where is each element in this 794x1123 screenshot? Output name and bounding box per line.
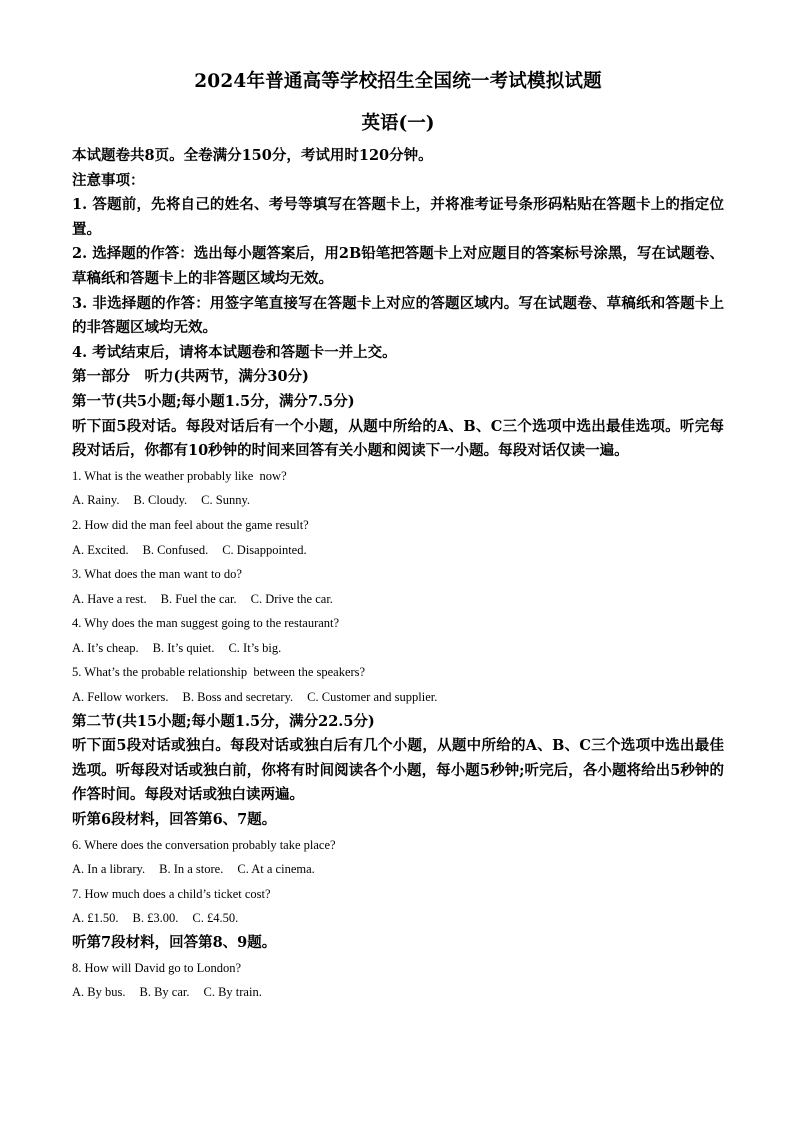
exam-info: 本试题卷共8页。全卷满分150分，考试用时120分钟。 [72, 147, 433, 164]
section1-heading: 第一节(共5小题;每小题1.5分，满分7.5分) [72, 392, 355, 410]
question-options [72, 906, 724, 931]
option: C. Disappointed. [222, 542, 307, 557]
option: B. By car. [139, 985, 190, 1000]
material7-heading: 听第7段材料，回答第8、9题。 [72, 934, 277, 951]
question-options [72, 857, 724, 882]
option: A. Excited. [72, 542, 129, 557]
question-options [72, 685, 724, 710]
option: A. In a library. [72, 862, 146, 877]
note-item: 3. 非选择题的作答：用签字笔直接写在答题卡上对应的答题区域内。写在试题卷、草稿纸和答题卡上的非答题区域均无效。 [72, 294, 724, 337]
option: A. It’s cheap. [72, 640, 139, 655]
material6-heading: 听第6段材料，回答第6、7题。 [72, 811, 277, 829]
question-options [72, 538, 724, 563]
question-options [72, 636, 724, 661]
option: C. Drive the car. [250, 591, 333, 606]
part1-heading: 第一部分 听力(共两节，满分30分) [72, 368, 309, 386]
option: C. Customer and supplier. [307, 690, 438, 705]
option: B. Cloudy. [133, 493, 188, 508]
option: B. It’s quiet. [152, 640, 215, 655]
option: B. Fuel the car. [160, 591, 237, 606]
option: C. £4.50. [192, 911, 239, 926]
exam-page [72, 66, 724, 1005]
note-item: 4. 考试结束后，请将本试题卷和答题卡一并上交。 [72, 343, 397, 361]
section2-instructions: 听下面5段对话或独白。每段对话或独白后有几个小题，从题中所给的A、B、C三个选项中选出最佳选项。听每段对话或独白前，你将有时间阅读各个小题，每小题5秒钟;听完后，各小题将给出5秒钟的作答时间。每段对话或独白读两遍。 [72, 737, 724, 804]
question-text: 8. How will David go to London? [72, 960, 242, 975]
notes-heading: 注意事项： [72, 171, 145, 189]
option: C. It’s big. [228, 640, 282, 655]
option: A. By bus. [72, 985, 126, 1000]
question-text: 3. What does the man want to do? [72, 567, 242, 582]
exam-title: 2024年普通高等学校招生全国统一考试模拟试题 [194, 71, 602, 92]
option: A. Rainy. [72, 493, 120, 508]
option: B. Confused. [142, 542, 209, 557]
option: B. Boss and secretary. [182, 690, 294, 705]
note-item: 2. 选择题的作答：选出每小题答案后，用2B铅笔把答题卡上对应题目的答案标号涂黑，写在试题卷、草稿纸和答题卡上的非答题区域均无效。 [72, 245, 724, 287]
question-text: 2. How did the man feel about the game result? [72, 517, 309, 532]
option: C. At a cinema. [237, 862, 315, 877]
option: A. £1.50. [72, 911, 119, 926]
question-text: 4. Why does the man suggest going to the restaurant? [72, 616, 340, 631]
option: B. £3.00. [132, 911, 179, 926]
question-text: 6. Where does the conversation probably take place? [72, 837, 336, 852]
question-text: 5. What’s the probable relationship between the speakers? [72, 665, 366, 680]
exam-subtitle: 英语(一) [361, 113, 435, 134]
option: A. Fellow workers. [72, 690, 169, 705]
option: A. Have a rest. [72, 591, 147, 606]
section1-instructions: 听下面5段对话。每段对话后有一个小题，从题中所给的A、B、C三个选项中选出最佳选项。听完每段对话后，你都有10秒钟的时间来回答有关小题和阅读下一小题。每段对话仅读一遍。 [72, 417, 724, 460]
question-options [72, 488, 724, 513]
question-options [72, 980, 724, 1005]
option: B. In a store. [159, 862, 224, 877]
question-text: 7. How much does a child’s ticket cost? [72, 886, 271, 901]
option: C. By train. [203, 985, 262, 1000]
question-options [72, 587, 724, 612]
note-item: 1. 答题前，先将自己的姓名、考号等填写在答题卡上，并将准考证号条形码粘贴在答题卡上的指定位置。 [72, 196, 724, 238]
question-text: 1. What is the weather probably like now? [72, 468, 287, 483]
option: C. Sunny. [201, 493, 251, 508]
section2-heading: 第二节(共15小题;每小题1.5分，满分22.5分) [72, 712, 375, 730]
